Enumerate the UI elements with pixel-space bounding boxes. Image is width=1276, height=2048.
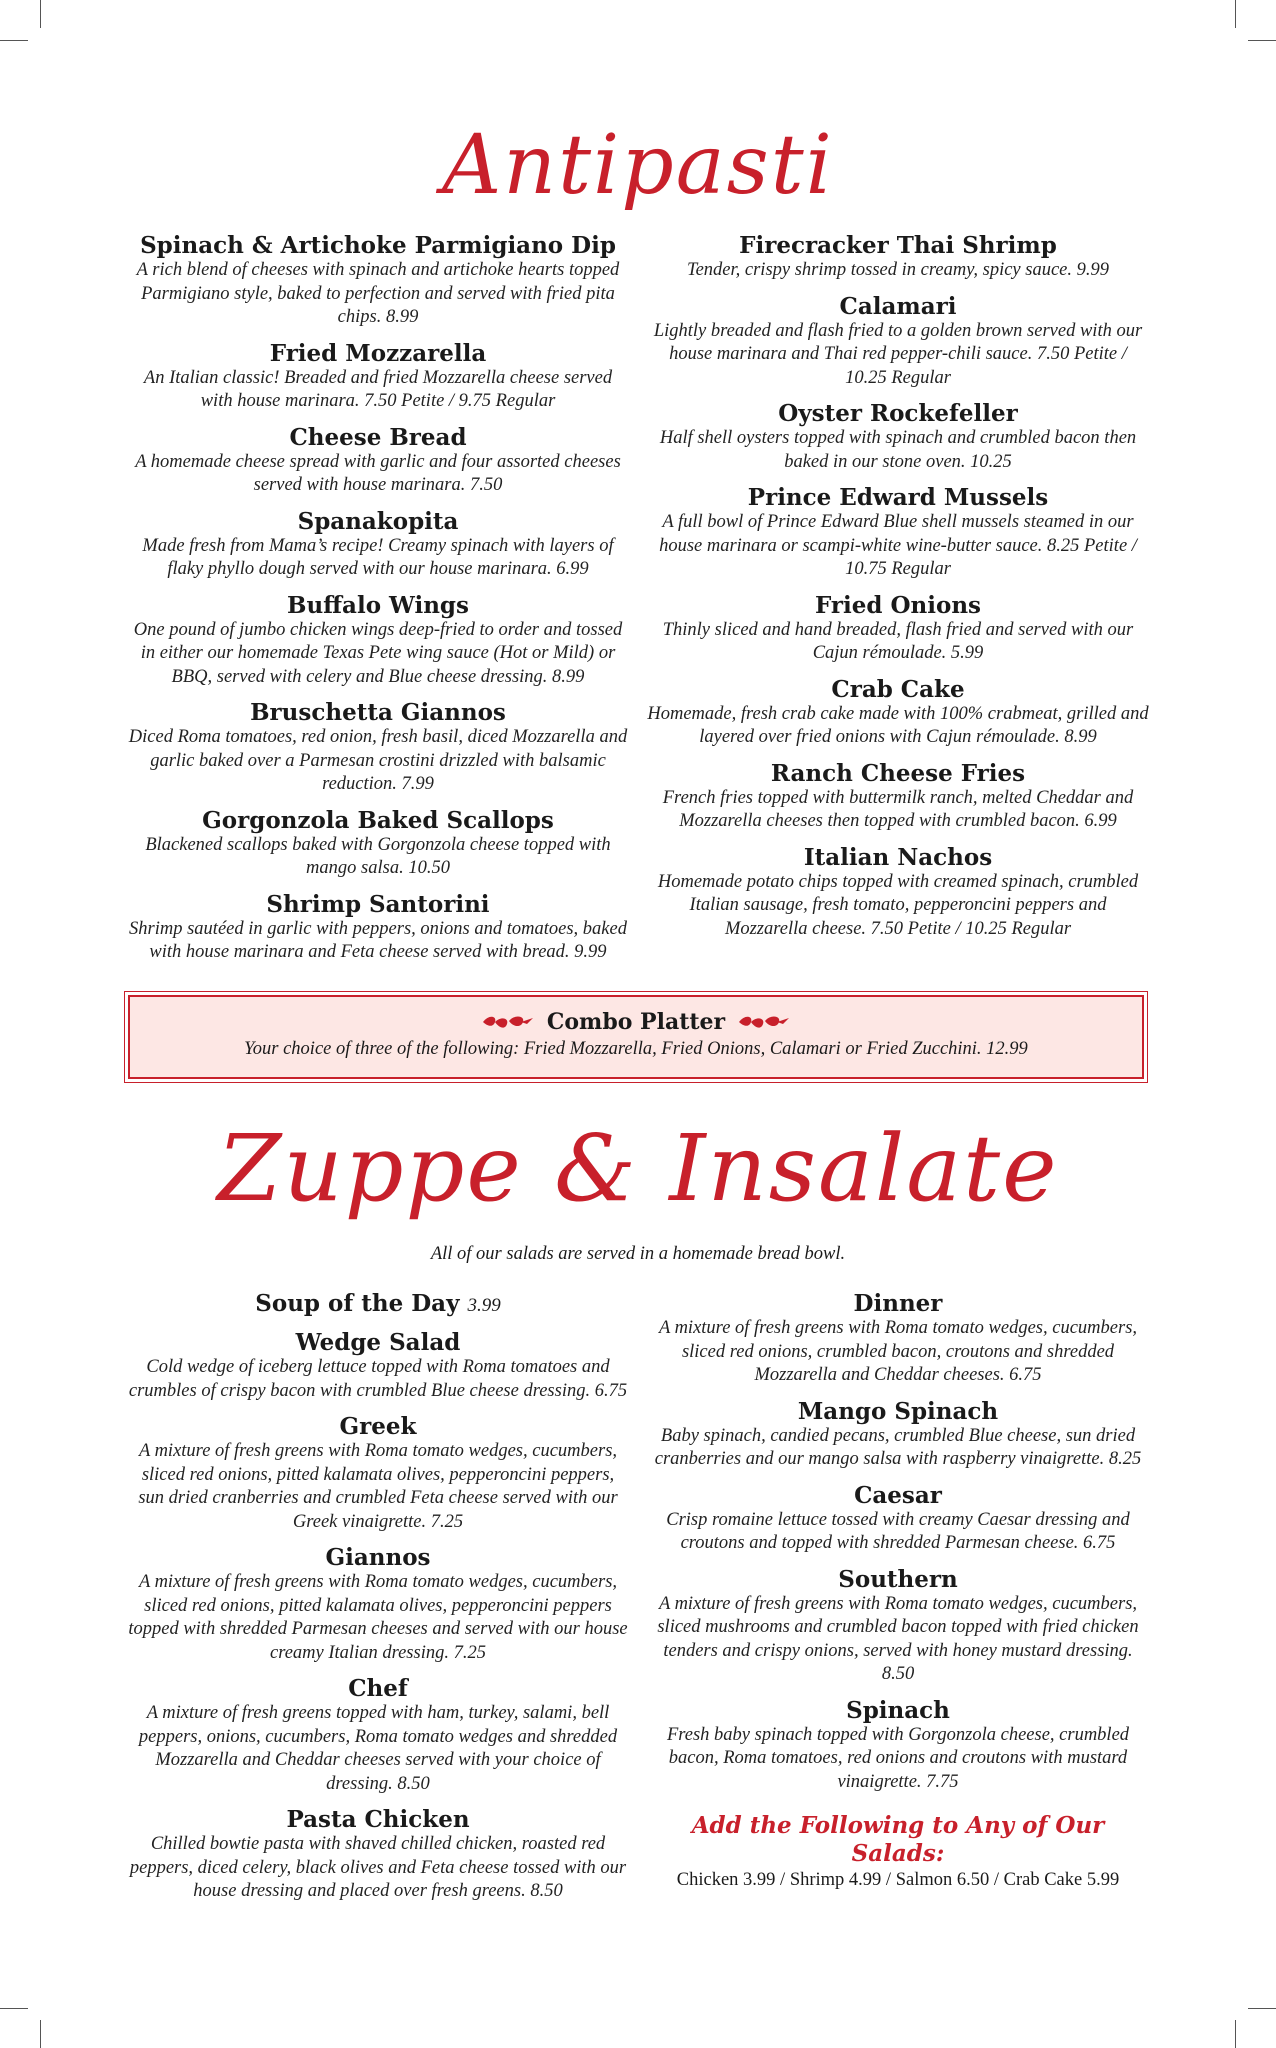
combo-platter-box	[128, 995, 1144, 1079]
item-description: Diced Roma tomatoes, red onion, fresh basil, diced Mozzarella and garlic baked over a Parmesan crostini drizzled with balsamic reduction. 7.99	[128, 727, 628, 794]
menu-item	[123, 1806, 633, 1904]
item-name: Spinach & Artichoke Parmigiano Dip	[140, 232, 616, 259]
item-description: A rich blend of cheeses with spinach and artichoke hearts topped Parmigiano style, baked to perfection and served with fried pita chips. 8.99	[136, 260, 620, 327]
item-description: A mixture of fresh greens with Roma tomato wedges, cucumbers, sliced mushrooms and crumbled bacon topped with fried chicken tenders and crispy onions, served with honey mustard dressing. 8.50	[657, 1593, 1139, 1684]
item-description: Homemade, fresh crab cake made with 100% crabmeat, grilled and layered over fried onions with Cajun rémoulade. 8.99	[647, 703, 1149, 747]
crop-mark	[40, 2020, 41, 2048]
item-name: Spinach	[846, 1696, 950, 1724]
salads-left-column	[123, 1290, 633, 1914]
menu-item	[643, 1697, 1153, 1795]
item-name: Crab Cake	[831, 675, 965, 703]
item-name: Firecracker Thai Shrimp	[739, 232, 1057, 259]
item-name: Greek	[339, 1413, 417, 1440]
menu-item	[123, 340, 633, 414]
menu-item	[643, 592, 1153, 666]
menu-item	[643, 1566, 1153, 1687]
item-description: Fresh baby spinach topped with Gorgonzola cheese, crumbled bacon, Roma tomatoes, red onions and croutons with mustard vinaigrette. 7.75	[666, 1724, 1130, 1792]
item-description: Thinly sliced and hand breaded, flash fried and served with our Cajun rémoulade. 5.99	[662, 619, 1134, 663]
item-name: Soup of the Day	[255, 1290, 460, 1317]
item-name: Ranch Cheese Fries	[770, 759, 1026, 787]
item-description: An Italian classic! Breaded and fried Mozzarella cheese served with house marinara. 7.50 Petite / 9.75 Regular	[143, 367, 613, 411]
item-description: Baby spinach, candied pecans, crumbled Blue cheese, sun dried cranberries and our mango salsa with raspberry vinaigrette. 8.25	[654, 1425, 1142, 1469]
antipasti-right-column	[643, 232, 1153, 951]
menu-item	[643, 1398, 1153, 1472]
menu-item	[123, 1329, 633, 1403]
menu-item	[123, 232, 633, 330]
item-name: Southern	[838, 1565, 958, 1593]
crop-mark	[0, 2008, 28, 2009]
combo-title-row	[130, 1009, 1142, 1035]
item-description: Half shell oysters topped with spinach and crumbled bacon then baked in our stone oven. 10.25	[659, 428, 1137, 472]
item-name: Dinner	[853, 1290, 943, 1317]
item-description: French fries topped with buttermilk ranch, melted Cheddar and Mozzarella cheeses then topped with crumbled bacon. 6.99	[662, 787, 1134, 831]
menu-item	[643, 1290, 1153, 1388]
combo-description: Your choice of three of the following: Fried Mozzarella, Fried Onions, Calamari or Fried Zucchini. 12.99	[244, 1039, 1028, 1059]
item-description: A mixture of fresh greens with Roma tomato wedges, cucumbers, sliced red onions, crumbled bacon, croutons and shredded Mozzarella and Cheddar cheeses. 6.75	[658, 1318, 1138, 1385]
crop-mark	[0, 40, 28, 41]
item-description: Blackened scallops baked with Gorgonzola cheese topped with mango salsa. 10.50	[145, 834, 611, 878]
soup-of-the-day	[123, 1290, 633, 1319]
item-description: One pound of jumbo chicken wings deep-fried to order and tossed in either our homemade Texas Pete wing sauce (Hot or Mild) or BBQ, served with celery and Blue cheese dressing. 8.99	[133, 619, 623, 687]
antipasti-title: Antipasti	[442, 118, 834, 213]
menu-item	[643, 293, 1153, 391]
item-description: Cold wedge of iceberg lettuce topped with Roma tomatoes and crumbles of crispy bacon with crumbled Blue cheese dressing. 6.75	[128, 1357, 628, 1401]
menu-item	[123, 1413, 633, 1534]
menu-item	[123, 1675, 633, 1796]
menu-item	[123, 508, 633, 582]
menu-item	[643, 676, 1153, 750]
item-name: Calamari	[839, 292, 957, 320]
item-description: A full bowl of Prince Edward Blue shell mussels steamed in our house marinara or scampi-white wine-butter sauce. 8.25 Petite / 10.75 Regular	[659, 512, 1137, 579]
crop-mark	[1248, 40, 1276, 41]
item-name: Caesar	[854, 1481, 942, 1509]
salads-right-column	[643, 1290, 1153, 1892]
menu-item	[643, 760, 1153, 834]
item-description: A mixture of fresh greens topped with ham, turkey, salami, bell peppers, onions, cucumbers, Roma tomato wedges and shredded Mozzarella and Cheddar cheeses served with your choice of dressing. 8.50	[138, 1703, 618, 1794]
item-name: Fried Onions	[814, 591, 981, 619]
menu-item	[643, 1482, 1153, 1556]
combo-title: Combo Platter	[546, 1009, 726, 1035]
crop-mark	[40, 0, 41, 28]
item-name: Spanakopita	[297, 507, 459, 535]
menu-item	[643, 484, 1153, 582]
salad-addons-prices: Chicken 3.99 / Shrimp 4.99 / Salmon 6.50 / Crab Cake 5.99	[676, 1870, 1120, 1890]
item-name: Mango Spinach	[797, 1397, 999, 1425]
crop-mark	[1248, 2008, 1276, 2009]
heart-ornament-icon	[481, 1012, 535, 1032]
menu-item	[123, 807, 633, 881]
bread-bowl-note: All of our salads are served in a homemade bread bowl.	[430, 1244, 846, 1264]
menu-item	[123, 699, 633, 797]
item-name: Fried Mozzarella	[269, 339, 487, 367]
item-name: Bruschetta Giannos	[250, 699, 506, 726]
item-description: Homemade potato chips topped with creamed spinach, crumbled Italian sausage, fresh tomato, pepperoncini peppers and Mozzarella cheese. 7.50 Petite / 10.25 Regular	[657, 871, 1139, 939]
item-name: Oyster Rockefeller	[778, 400, 1018, 427]
item-name: Giannos	[325, 1544, 431, 1571]
item-name: Pasta Chicken	[286, 1806, 470, 1833]
antipasti-left-column	[123, 232, 633, 975]
item-description: A mixture of fresh greens with Roma tomato wedges, cucumbers, sliced red onions, pitted kalamata olives, pepperoncini peppers, sun dried cranberries and crumbled Feta cheese served with our Greek vinaigrette. 7.25	[138, 1441, 618, 1532]
item-description: A mixture of fresh greens with Roma tomato wedges, cucumbers, sliced red onions, pitted kalamata olives, pepperoncini peppers topped with shredded Parmesan cheeses and served with our house creamy Italian dressing. 7.25	[128, 1572, 628, 1663]
menu-item	[643, 232, 1153, 283]
item-description: Chilled bowtie pasta with shaved chilled chicken, roasted red peppers, diced celery, black olives and Feta cheese tossed with our house dressing and placed over fresh greens. 8.50	[129, 1834, 627, 1901]
item-description: Crisp romaine lettuce tossed with creamy Caesar dressing and croutons and topped with shredded Parmesan cheese. 6.75	[666, 1509, 1130, 1553]
item-name: Prince Edward Mussels	[747, 484, 1049, 511]
item-description: Tender, crispy shrimp tossed in creamy, spicy sauce. 9.99	[686, 260, 1110, 280]
item-description: A homemade cheese spread with garlic and four assorted cheeses served with house marinara. 7.50	[135, 451, 621, 495]
item-description: Lightly breaded and flash fried to a golden brown served with our house marinara and Thai red pepper-chili sauce. 7.50 Petite / 10.25 Regular	[653, 320, 1143, 388]
menu-item	[123, 891, 633, 965]
item-description: Made fresh from Mama’s recipe! Creamy spinach with layers of flaky phyllo dough served with our house marinara. 6.99	[142, 535, 614, 579]
zuppe-insalate-title: Zuppe & Insalate	[217, 1115, 1059, 1222]
item-price: 3.99	[467, 1295, 501, 1316]
heart-ornament-icon	[737, 1012, 791, 1032]
item-name: Wedge Salad	[295, 1329, 461, 1356]
item-name: Buffalo Wings	[287, 591, 469, 619]
menu-item	[643, 400, 1153, 474]
item-name: Gorgonzola Baked Scallops	[202, 806, 554, 834]
menu-item	[123, 592, 633, 690]
salad-addons-heading: Add the Following to Any of Our Salads:	[691, 1812, 1105, 1867]
crop-mark	[1235, 2020, 1236, 2048]
item-name: Shrimp Santorini	[266, 890, 490, 918]
menu-item	[123, 424, 633, 498]
menu-item	[123, 1544, 633, 1665]
item-description: Shrimp sautéed in garlic with peppers, onions and tomatoes, baked with house marinara and Feta cheese served with bread. 9.99	[129, 918, 627, 962]
item-name: Italian Nachos	[803, 843, 993, 871]
menu-item	[123, 1290, 633, 1319]
crop-mark	[1235, 0, 1236, 28]
item-name: Chef	[348, 1675, 408, 1702]
menu-item	[643, 844, 1153, 942]
item-name: Cheese Bread	[289, 423, 467, 451]
